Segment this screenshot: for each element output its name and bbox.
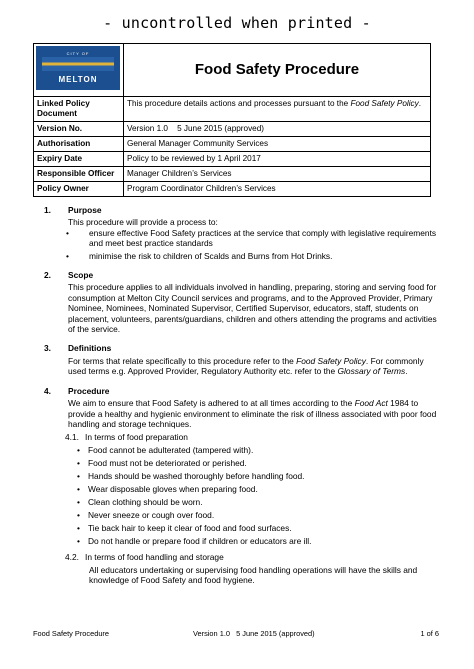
subsection-heading: In terms of food handling and storage [85,552,224,563]
bullet-icon: • [77,483,80,494]
meta-label: Expiry Date [34,152,124,167]
meta-row [34,152,431,167]
bullet-icon: • [77,522,80,533]
logo-cell [34,44,124,97]
bullet-icon: • [77,535,80,546]
logo-top-text: CITY OF [66,51,90,56]
list-item: • Clean clothing should be worn. [77,496,203,507]
subsection-food-preparation [44,432,439,442]
section-procedure [44,386,439,586]
list-item: • Food cannot be adulterated (tampered with). [77,444,254,455]
subsection-number: 4.1. [65,432,79,443]
bullet-list [44,228,439,261]
meta-value: Program Coordinator Children’s Services [124,182,431,197]
title-row [34,44,431,97]
subsection-text: All educators undertaking or supervising food handling operations will have the skills and knowledge of Food Safety and food hygiene. [89,564,418,585]
document-title: Food Safety Procedure [124,44,431,97]
section-scope [44,270,439,334]
list-item: • minimise the risk to children of Scalds and Burns from Hot Drinks. [66,250,333,261]
meta-label: Authorisation [34,137,124,152]
section-heading: Procedure [68,385,110,396]
section-number: 1. [44,205,51,215]
bullet-icon: • [77,457,80,468]
section-number: 3. [44,343,51,354]
list-item: • Never sneeze or cough over food. [77,509,215,520]
list-item: • ensure effective Food Safety practices at the service that comply with legislative requirements and meet best practice standards [66,227,437,249]
list-item: • Do not handle or prepare food if children or educators are ill. [77,535,312,546]
document-info-table [33,43,431,197]
bullet-icon: • [66,227,69,238]
logo-emblem-band [42,57,114,71]
section-heading: Scope [68,270,94,281]
section-purpose [44,205,439,261]
logo-name: MELTON [58,75,98,84]
list-item: • Tie back hair to keep it clear of food and food surfaces. [77,522,292,533]
section-heading: Definitions [68,343,112,354]
section-text: We aim to ensure that Food Safety is adhered to at all times according to the Food Act 1984 to provide a healthy and hygienic environment to eliminate the risk of illness associated with poor food handling and storage techniques. [68,398,437,429]
footer-version: Version 1.0 5 June 2015 (approved) [193,629,315,638]
bullet-list [44,445,439,546]
section-text: For terms that relate specifically to this procedure refer to the Food Safety Policy. For commonly used terms e.g. Approved Provider, Regulatory Authority etc. refer to the Glossary of Terms. [68,355,424,377]
subsection-heading: In terms of food preparation [85,432,188,443]
list-item: • Hands should be washed thoroughly before handling food. [77,470,305,481]
meta-row [34,167,431,182]
section-text: This procedure applies to all individuals involved in handling, preparing, storing and serving food for consumption at Melton City Council services and programs, and to the Approved Provider, Primary Nominee, Nominees, Nominated Supervisor, Certified Supervisor, educators, staff, students on placement, volunteers, parents/guardians, children and others attending the programs and activities of the service. [68,282,437,335]
page-number: 1 of 6 [420,629,439,638]
section-number: 2. [44,270,51,281]
section-heading: Purpose [68,205,102,215]
subsection-number: 4.2. [65,552,79,563]
section-definitions [44,343,439,376]
bullet-icon: • [77,444,80,455]
meta-label: Responsible Officer [34,167,124,182]
meta-value: Version 1.0 5 June 2015 (approved) [124,122,431,137]
meta-value: General Manager Community Services [124,137,431,152]
subsection-food-handling [44,552,439,562]
procedure-body [44,205,439,594]
meta-value: This procedure details actions and processes pursuant to the Food Safety Policy. [124,97,431,122]
meta-row [34,137,431,152]
bullet-icon: • [66,250,69,261]
city-of-melton-logo [36,46,120,90]
section-intro: This procedure will provide a process to: [68,217,218,228]
meta-value: Policy to be reviewed by 1 April 2017 [124,152,431,167]
section-number: 4. [44,385,51,396]
meta-row [34,122,431,137]
bullet-icon: • [77,509,80,520]
bullet-icon: • [77,496,80,507]
bullet-icon: • [77,470,80,481]
uncontrolled-watermark: - uncontrolled when printed - [103,14,371,32]
meta-row [34,97,431,122]
meta-label: Linked Policy Document [34,97,124,122]
list-item: • Wear disposable gloves when preparing food. [77,483,258,494]
meta-label: Policy Owner [34,182,124,197]
meta-label: Version No. [34,122,124,137]
list-item: • Food must not be deteriorated or perished. [77,457,247,468]
footer-title: Food Safety Procedure [33,629,110,638]
meta-row [34,182,431,197]
meta-value: Manager Children’s Services [124,167,431,182]
